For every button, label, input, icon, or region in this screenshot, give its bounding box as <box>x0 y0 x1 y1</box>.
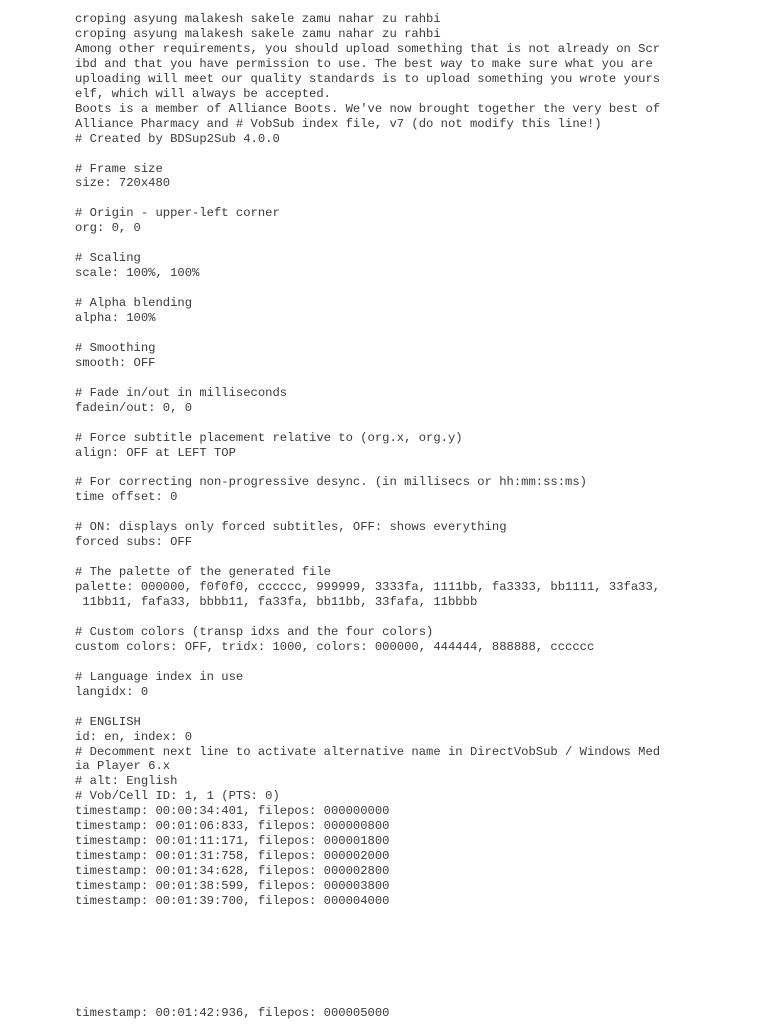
document-line: org: 0, 0 <box>75 221 141 236</box>
document-line <box>75 460 755 475</box>
document-line: Among other requirements, you should upload something that is not already on Scr <box>75 41 661 56</box>
document-line: timestamp: 00:01:38:599, filepos: 000003800 <box>75 879 390 894</box>
document-line: timestamp: 00:01:06:833, filepos: 000000800 <box>75 819 390 834</box>
document-line <box>75 281 755 296</box>
document-line: timestamp: 00:01:39:700, filepos: 000004000 <box>75 894 390 909</box>
document-line: timestamp: 00:01:31:758, filepos: 000002000 <box>75 849 390 864</box>
document-line: croping asyung malakesh sakele zamu nahar zu rahbi <box>75 26 441 41</box>
document-line: timestamp: 00:01:11:171, filepos: 000001800 <box>75 834 390 849</box>
document-line <box>75 550 755 565</box>
document-line: alpha: 100% <box>75 311 156 325</box>
document-line: Boots is a member of Alliance Boots. We've now brought together the very best of <box>75 101 661 116</box>
document-line <box>75 371 755 386</box>
document-line: size: 720x480 <box>75 176 171 191</box>
document-line: croping asyung malakesh sakele zamu nahar zu rahbi <box>75 12 441 26</box>
document-line: # alt: English <box>75 774 178 789</box>
document-line: timestamp: 00:01:34:628, filepos: 000002800 <box>75 864 390 879</box>
document-line <box>75 505 755 520</box>
document-line: # Fade in/out in milliseconds <box>75 385 288 400</box>
document-line: # ENGLISH <box>75 714 141 729</box>
document-line: ibd and that you have permission to use. The best way to make sure what you are <box>75 56 653 71</box>
document-line: palette: 000000, f0f0f0, cccccc, 999999, 3333fa, 1111bb, fa3333, bb1111, 33fa33, <box>75 580 661 595</box>
document-line <box>75 236 755 251</box>
document-line: # Language index in use <box>75 669 244 684</box>
document-line <box>75 326 755 341</box>
document-line: forced subs: OFF <box>75 535 193 550</box>
document-line: # Smoothing <box>75 340 156 355</box>
document-line <box>75 655 755 670</box>
document-line: # The palette of the generated file <box>75 565 331 580</box>
document-line: timestamp: 00:00:34:401, filepos: 000000000 <box>75 804 390 819</box>
document-line: fadein/out: 0, 0 <box>75 400 193 415</box>
document-line <box>75 191 755 206</box>
document-line: # Vob/Cell ID: 1, 1 (PTS: 0) <box>75 789 280 804</box>
document-line: # Origin - upper-left corner <box>75 206 280 221</box>
document-line: elf, which will always be accepted. <box>75 86 331 101</box>
document-line: Alliance Pharmacy and # VobSub index file, v7 (do not modify this line!) <box>75 116 602 131</box>
document-text <box>75 12 755 909</box>
document-line <box>75 147 755 162</box>
document-line: # For correcting non-progressive desync. (in millisecs or hh:mm:ss:ms) <box>75 475 587 490</box>
document-line: # Scaling <box>75 251 141 266</box>
document-line: # Created by BDSup2Sub 4.0.0 <box>75 131 280 146</box>
document-line: # Alpha blending <box>75 296 193 311</box>
document-line <box>75 700 755 715</box>
document-tail-line: timestamp: 00:01:42:936, filepos: 000005000 <box>75 1006 390 1020</box>
document-line: langidx: 0 <box>75 684 149 699</box>
document-line: # Custom colors (transp idxs and the four colors) <box>75 624 434 639</box>
document-line <box>75 416 755 431</box>
document-line: uploading will meet our quality standards is to upload something you wrote yours <box>75 71 661 86</box>
document-line: 11bb11, fafa33, bbbb11, fa33fa, bb11bb, 33fafa, 11bbbb <box>75 595 478 610</box>
document-line <box>75 610 755 625</box>
document-line: ia Player 6.x <box>75 759 171 774</box>
document-line: time offset: 0 <box>75 490 178 505</box>
document-line: id: en, index: 0 <box>75 729 193 744</box>
document-line: align: OFF at LEFT TOP <box>75 445 236 460</box>
document-line: custom colors: OFF, tridx: 1000, colors: 000000, 444444, 888888, cccccc <box>75 639 595 654</box>
document-line: # Force subtitle placement relative to (org.x, org.y) <box>75 430 463 445</box>
document-line: smooth: OFF <box>75 355 156 370</box>
document-line: # ON: displays only forced subtitles, OFF: shows everything <box>75 520 507 535</box>
document-line: # Decomment next line to activate alternative name in DirectVobSub / Windows Med <box>75 744 661 759</box>
document-line: scale: 100%, 100% <box>75 266 200 281</box>
document-line: # Frame size <box>75 161 163 176</box>
